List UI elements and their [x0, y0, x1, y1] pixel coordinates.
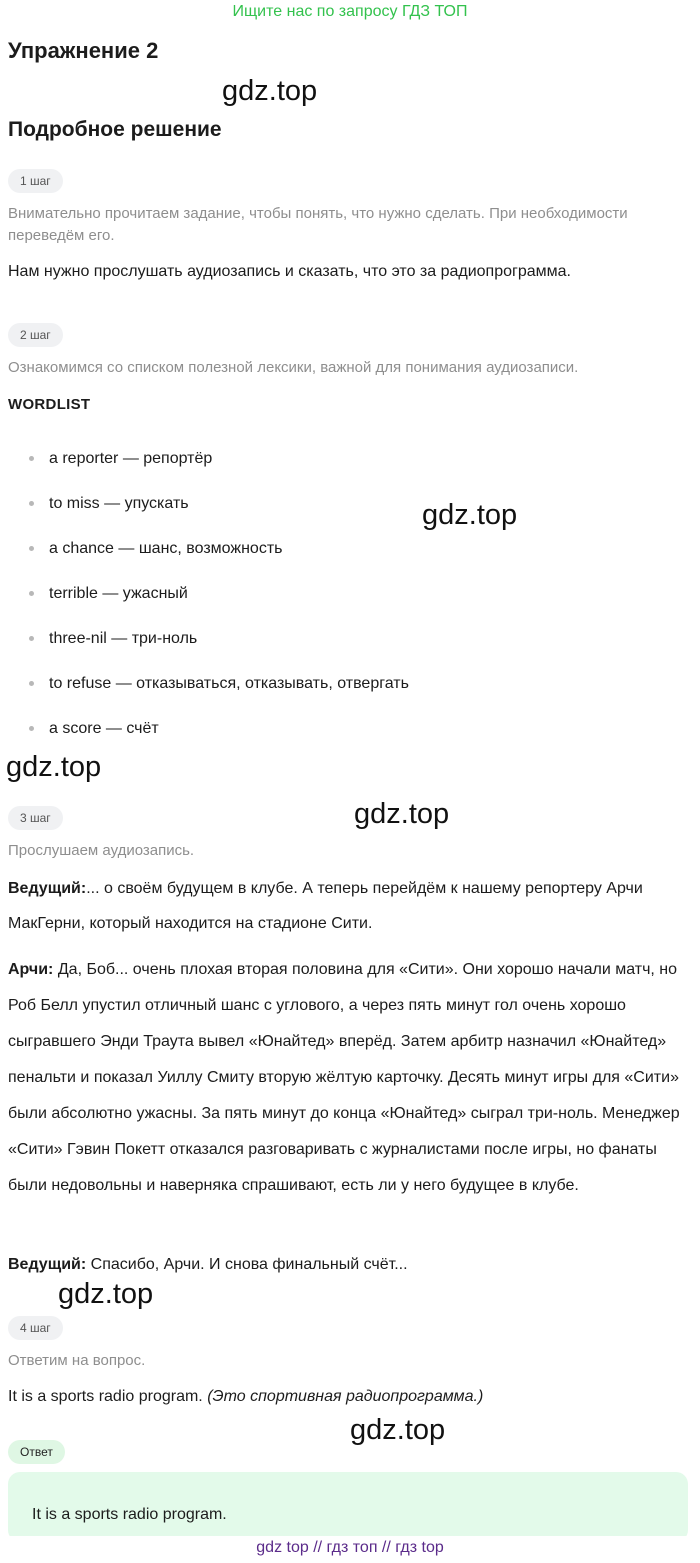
wordlist-title: WORDLIST: [8, 396, 91, 413]
bullet-icon: [29, 681, 34, 686]
step-4-text: [8, 1380, 692, 1413]
transcript-text: Спасибо, Арчи. И снова финальный счёт...: [86, 1256, 408, 1273]
speaker-label: Арчи:: [8, 961, 54, 978]
watermark: gdz.top: [6, 751, 102, 783]
transcript-text: ... о своём будущем в клубе. А теперь перейдём к нашему репортеру Арчи МакГерни, который находится на стадионе Сити.: [8, 880, 643, 932]
step-4-note: Ответим на вопрос.: [8, 1352, 146, 1369]
list-item: [0, 436, 700, 481]
watermark: gdz.top: [422, 499, 518, 531]
word-entry: a score — счёт: [49, 720, 159, 737]
transcript-paragraph-2: [8, 952, 692, 1204]
speaker-label: Ведущий:: [8, 1256, 87, 1273]
wordlist: [0, 436, 700, 751]
bullet-icon: [29, 456, 34, 461]
list-item: [0, 526, 700, 571]
top-banner: Ищите нас по запросу ГДЗ ТОП: [232, 3, 468, 20]
speaker-label: Ведущий:: [8, 880, 87, 897]
watermark: gdz.top: [222, 75, 318, 107]
watermark: gdz.top: [350, 1414, 446, 1446]
step-1-text: Нам нужно прослушать аудиозапись и сказать, что это за радиопрограмма.: [8, 263, 571, 280]
transcript-text: Да, Боб... очень плохая вторая половина для «Сити». Они хорошо начали матч, но Роб Белл упустил отличный шанс с углового, а через пять минут гол очень хорошо сыгравшего Энди Траута вывел «Юнайтед» вперёд. Затем арбитр назначил «Юнайтед» пенальти и показал Уиллу Смиту вторую жёлтую карточку. Десять минут игры для «Сити» были абсолютно ужасны. За пять минут до конца «Юнайтед» сыграл три-ноль. Менеджер «Сити» Гэвин Покетт отказался разговаривать с журналистами после игры, но фанаты были недовольны и наверняка спрашивают, есть ли у него будущее в клубе.: [8, 961, 680, 1194]
step-badge-3: 3 шаг: [8, 806, 63, 830]
list-item: [0, 616, 700, 661]
exercise-title: Упражнение 2: [8, 38, 159, 63]
step-badge-1: 1 шаг: [8, 169, 63, 193]
answer-translation: (Это спортивная радиопрограмма.): [207, 1388, 484, 1405]
footer: gdz top // гдз топ // гдз top: [0, 1536, 700, 1563]
list-item: [0, 661, 700, 706]
list-item: [0, 706, 700, 751]
answer-badge: Ответ: [8, 1440, 65, 1464]
word-entry: three-nil — три-ноль: [49, 630, 198, 647]
bullet-icon: [29, 726, 34, 731]
step-badge-4: 4 шаг: [8, 1316, 63, 1340]
word-entry: a chance — шанс, возможность: [49, 540, 283, 557]
bullet-icon: [29, 546, 34, 551]
bullet-icon: [29, 501, 34, 506]
transcript-paragraph-1: [8, 871, 692, 941]
solution-title: Подробное решение: [8, 118, 222, 141]
step-1-note: Внимательно прочитаем задание, чтобы понять, что нужно сделать. При необходимости переведём его.: [8, 205, 628, 244]
bullet-icon: [29, 636, 34, 641]
step-badge-2: 2 шаг: [8, 323, 63, 347]
list-item: [0, 481, 700, 526]
step-2-note: Ознакомимся со списком полезной лексики, важной для понимания аудиозаписи.: [8, 359, 579, 376]
step-3-note: Прослушаем аудиозапись.: [8, 842, 195, 859]
answer-english: It is a sports radio program.: [8, 1388, 208, 1405]
watermark: gdz.top: [354, 798, 450, 830]
answer-text: It is a sports radio program.: [32, 1506, 227, 1523]
word-entry: terrible — ужасный: [49, 585, 188, 602]
bullet-icon: [29, 591, 34, 596]
word-entry: a reporter — репортёр: [49, 450, 213, 467]
word-entry: to refuse — отказываться, отказывать, отвергать: [49, 675, 409, 692]
answer-box: [8, 1472, 688, 1542]
watermark: gdz.top: [58, 1278, 154, 1310]
list-item: [0, 571, 700, 616]
word-entry: to miss — упускать: [49, 495, 189, 512]
